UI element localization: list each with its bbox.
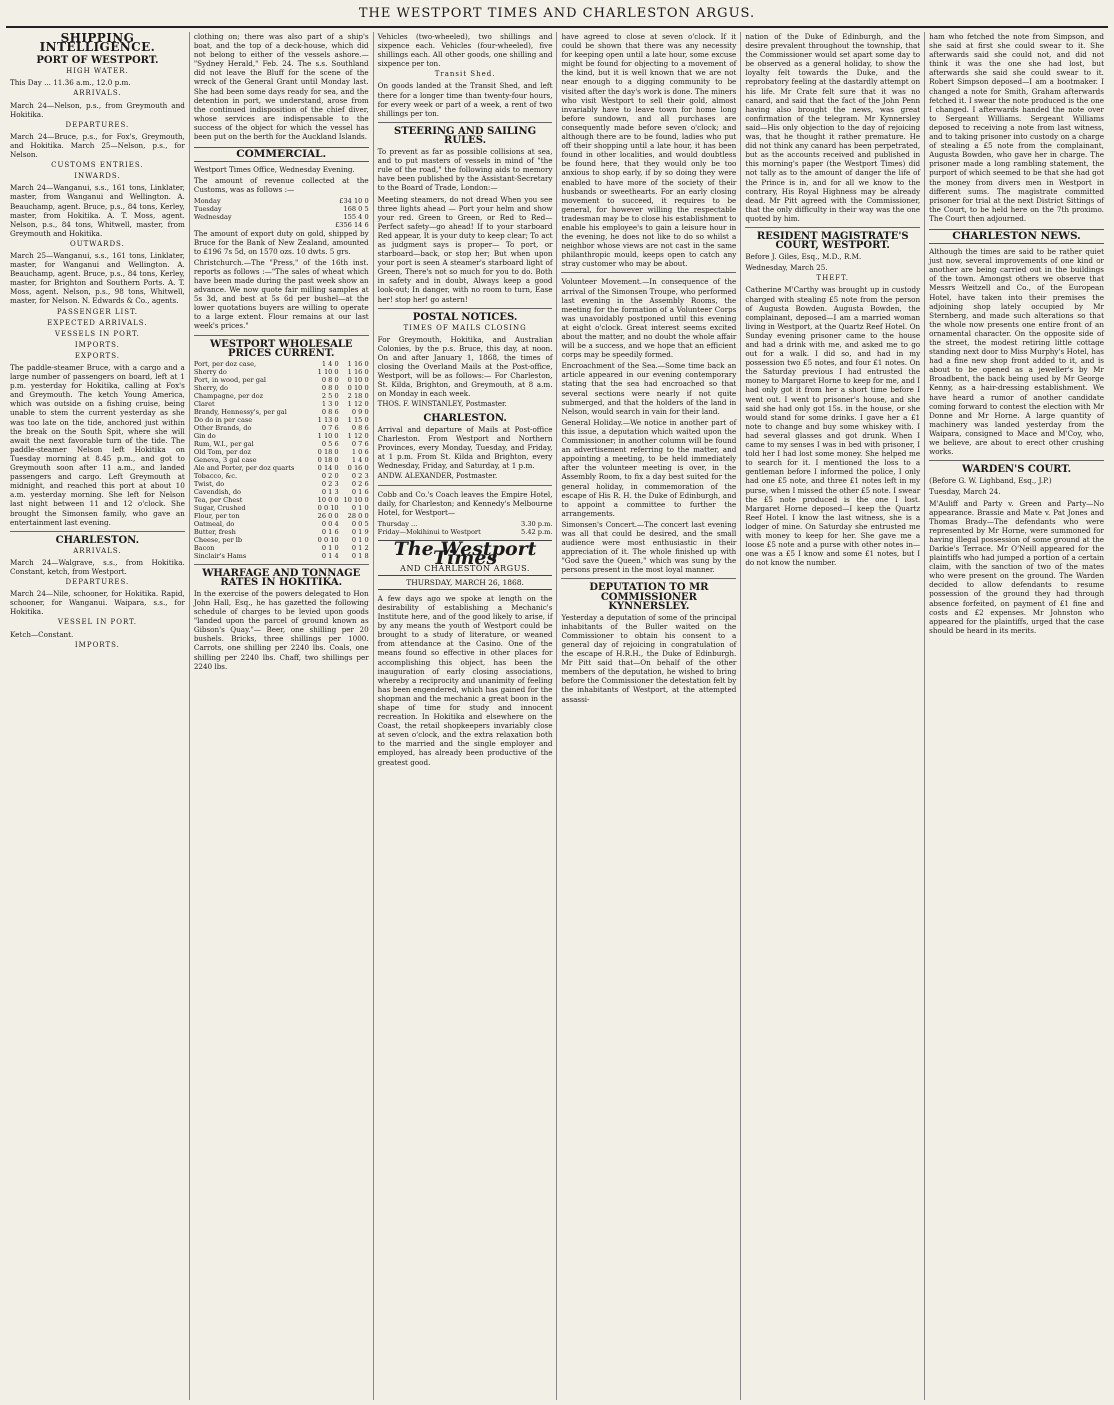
- mails-label: TIMES OF MAILS CLOSING: [403, 323, 527, 332]
- ch-departures-text: March 24—Nile, schooner, for Hokitika. Rapid, schooner, for Wanganui. Waipara, s.s., for Hokitika.: [10, 589, 185, 617]
- shipping-body: The paddle-steamer Bruce, with a cargo and a large number of passengers on board, left at 1 p.m. yesterday for Hokitika, calling at Fox's and Greymouth. The ketch Young America, which was outside on a fishing cruise, being unable to stem the current yesterday as she was too late on the tide, anchored just within the break on the South Spit, where she will await the next favorable turn of the tide. The paddle-steamer Nelson left Hokitika on Tuesday morning at 8.45 p.m., and got to Greymouth soon after 11 a.m., and landed passengers and cargo. Left Greymouth at midnight, and reached this port at about 10 a.m. yesterday morning. She left for Nelson last night between 11 and 12 o'clock. She brought the Simonsen family, who gave an entertainment last evening.: [10, 363, 185, 527]
- steering-body: To prevent as far as possible collisions at sea, and to put masters of vessels in mind of "the rule of the road," the following aids to memory have been published by the Assistant-Secretary to the Board of Trade, London:—: [377, 147, 553, 193]
- price-low: 0 8 0: [321, 375, 339, 384]
- price-high: 28 0 0: [347, 511, 369, 520]
- imports-label: IMPORTS.: [74, 340, 120, 349]
- table-row: [194, 221, 369, 229]
- customs-label: CUSTOMS ENTRIES.: [51, 161, 144, 170]
- price-item: Cheese, per lb: [193, 535, 243, 544]
- price-high: 0 1 9: [351, 527, 369, 536]
- price-high: 1 12 0: [347, 399, 369, 408]
- divider: [745, 227, 920, 228]
- ch-vessel-label: VESSEL IN PORT.: [57, 618, 138, 627]
- column-6: [925, 32, 1108, 1400]
- price-high: 0 16 0: [347, 463, 369, 472]
- price-item: Twist, do: [193, 479, 225, 488]
- col5-body: nation of the Duke of Edinburgh, and the desire prevalent throughout the township, that the Commissioner would set apart some day to be observed as a general holiday, to show the loyalty felt towards the Duke, and the reprobatory feeling at the dastardly attempt on his life. Mr Crate felt sure that it was no canard, and said that the fact of the John Penn having also brought the news, was great confirmation of the telegram. Mr Kynnersley said—His only objection to the day of rejoicing was, that he thought it rather premature. He did not think any canard has been perpetrated, but as the accounts received and published in this morning's paper (the Westport Times) did not tally as to the amount of danger the life of the Prince is in, and for all we know to the contrary, His Royal Highness may be already dead. Mr Pitt agreed with the Commissioner, that the only difficulty in their way was the one quoted by him.: [745, 32, 921, 223]
- coach-place: Thursday ...: [377, 519, 418, 528]
- col6-body: ham who fetched the note from Simpson, and she said at first she could swear to it. She afterwards said she could not, and did not think it was the one she had lost, but afterwards she said she could swear to it. Robert Simpson deposed—I am a bootmaker. I changed a note for Smith, Graham afterwards fetched it. I swear the note produced is the one I changed. I afterwards handed the note over to Sergeant Williams. Sergeant Williams deposed to receiving a note from last witness, and to taking prisoner into custody on a charge of stealing a £5 note from the complainant, Augusta Bowden, who gave her in charge. The prisoner made a long rambling statement, the purport of which seemed to be that she had got the money from divers men in Westport in different sums. The magistrate committed prisoner for trial at the next District Sittings of the Court, to be held here on the 7th proximo. The Court then adjourned.: [929, 32, 1104, 223]
- price-item: Rum, W.I., per gal: [193, 439, 254, 448]
- charleston-news-heading: CHARLESTON NEWS.: [929, 229, 1104, 244]
- wharfage-body: In the exercise of the powers delegated to Hon John Hall, Esq., he has gazetted the following schedule of charges to be levied upon goods "landed upon the parcel of ground known as Gibson's Quay."— Beer, one shilling per 20 bushels. Bricks, three shillings per 1000. Carrots, one shilling per 2240 lbs. Coals, one shilling per 2240 lbs. Chaff, two shillings per 2240 lbs.: [193, 588, 369, 671]
- inwards-text: March 24—Wanganui, s.s., 161 tons, Linklater, master, from Wanganui and Wellington. A. Beauchamp, agent. Bruce, p.s., 84 tons, Kerley, master, from Hokitika. A. T. Moss, agent. Nelson, p.s., 84 tons, Whitwell, master, from Greymouth and Hokitika.: [10, 183, 185, 238]
- masthead: THE WESTPORT TIMES AND CHARLESTON ARGUS.: [358, 6, 756, 21]
- col2-body: clothing on; there was also part of a ship's boat, and the top of a deck-house, which did not belong to either of the vessels ashore.— "Sydney Herald," Feb. 24. The s.s. Southland did not leave the Bluff for the scene of the wreck of the General Grant until Monday last. She had been some days ready for sea, and the detention in port, we understand, arose from the continued indisposition of the chief diver, whose services are indispensable to the success of the object for which the vessel has been put on the berth for the Auckland Islands.: [193, 32, 369, 142]
- highwater-text: This Day ... 11.36 a.m., 12.0 p.m.: [10, 78, 131, 88]
- price-low: 0 2 3: [321, 479, 339, 488]
- column-1: [6, 32, 190, 1400]
- col4-body: have agreed to close at seven o'clock. If it could be shown that there was any necessity for keeping open until a late hour, some excuse might be found for objecting to a movement of the kind, but it is well known that we are not near enough to a digging community to be visited after the day's work is done. The miners who visit Westport to sell their gold, almost invariably have to leave town for home long before sundown, and all purchases are consequently made before seven o'clock; and although there are to be found, ladies who put off their shopping until a late hour, it has been found in other localities, and would doubtless be found here, that they would only be too anxious to shop early, if by so doing they were enabled to have more of the society of their husbands or sweethearts. For an early closing movement to succeed, it requires to be general, for however willing the respectable tradesman may be to close his establishment to enable his employee's to gain a leisure hour in the evening, he does not like to do so whilst a neighbor whose views are not cast in the same philanthropic mould, keeps open to catch any stray customer who may be about.: [561, 32, 737, 269]
- table-row: [194, 384, 369, 392]
- steering-heading: STEERING AND SAILING RULES.: [393, 125, 537, 146]
- coach-place: Friday—Mokihinui to Westport: [377, 527, 481, 536]
- ch-departures-label: DEPARTURES.: [65, 578, 130, 587]
- price-item: Port, per doz case,: [193, 359, 257, 368]
- price-item: Bacon: [193, 543, 215, 552]
- paper-date: THURSDAY, MARCH 26, 1868.: [378, 575, 553, 590]
- price-item: Ale and Porter, per doz quarts: [193, 463, 295, 472]
- divider: [194, 564, 369, 565]
- leader-article: A few days ago we spoke at length on the desirability of establishing a Mechanic's Institute here, and of the good likely to arise, if by any means the youth of Westport could be brought to a study of literature, or weaned from attendance at the Casino. One of the means found so effective in other places for accomplishing this object, has been the inauguration of early closing associations, whereby a reciprocity and unanimity of feeling has been engendered, which has gained for the shopman and the mechanic a great boon in the shape of time for study and innocent recreation. In Hokitika and elsewhere on the Coast, the retail shopkeepers invariably close at seven o'clock, and the extra relaxation both to the married and the single employer and employed, has already been productive of the greatest good.: [377, 593, 553, 767]
- price-item: Geneva, 3 gal case: [193, 455, 257, 464]
- transit-body: On goods landed at the Transit Shed, and left there for a longer time than twenty-four hours, for every week or part of a week, a rent of two shillings per ton.: [377, 81, 553, 118]
- table-row: [194, 448, 369, 456]
- table-row: [194, 205, 369, 213]
- price-high: 0 1 0: [351, 535, 369, 544]
- highwater-label: HIGH WATER.: [66, 67, 129, 76]
- price-item: Flour, per ton: [193, 511, 240, 520]
- price-item: Other Brands, do: [193, 423, 252, 432]
- price-high: 0 2 6: [351, 479, 369, 488]
- price-low: 0 1 3: [321, 487, 339, 496]
- postmaster-signature: ANDW. ALEXANDER, Postmaster.: [377, 472, 498, 481]
- price-low: 1 3 0: [321, 399, 339, 408]
- price-high: 1 16 0: [347, 359, 369, 368]
- price-high: 0 8 6: [351, 423, 369, 432]
- price-low: 1 10 0: [317, 367, 339, 376]
- postmaster-signature: THOS. F. WINSTANLEY, Postmaster.: [377, 400, 507, 409]
- departures-text: March 24—Bruce, p.s., for Fox's, Greymouth, and Hokitika. March 25—Nelson, p.s., for Nelson.: [10, 131, 185, 160]
- exports-label: EXPORTS.: [74, 351, 120, 360]
- coach-time: 5.42 p.m.: [521, 527, 553, 536]
- coach-time: 3.30 p.m.: [521, 519, 553, 528]
- table-row: [378, 528, 553, 536]
- ch-arrivals-text: March 24—Walgrave, s.s., from Hokitika. Constant, ketch, from Westport.: [10, 557, 185, 576]
- columns: [6, 32, 1108, 1400]
- price-high: 1 15 0: [347, 415, 369, 424]
- rules-verse: Meeting steamers, do not dread When you see three lights ahead — Port your helm and show your red. Green to Green, or Red to Red— Perfect safety—go ahead! If to your starboard Red appear, It is your duty to keep clear; To act as judgment says is proper— To port, or starboard—back, or stop her; But when upon your port is seen A steamer's starboard light of Green, There's not so much for you to do. Both in safety and in doubt, Always keep a good look-out; In danger, with no room to turn, Ease her! stop her! go astern!: [377, 194, 553, 304]
- charleston-news-body: Although the times are said to be rather quiet just now, several improvements of one kind or another are being carried out in the buildings of the town. Amongst others we observe that Messrs Weitzell and Co., of the European Hotel, have taken into their premises the adjoining shop lately occupied by Mr Sternberg, and made such alterations so that the whole now presents one entire front of an ornamental character. On the opposite side of the street, the modest retiring little cottage standing next door to Miss Murphy's Hotel, has had a fine new shop front added to it, and is about to be opened as a jeweller's by Mr Broadbent, the back being used by Mr George Kenny, as a hair-dressing establishment. We have heard a rumor of another candidate coming forward to contest the election with Mr Donne and Mr Horne. A large quantity of machinery was landed yesterday from the Waipara, consigned to Mace and M'Coy, who, we believe, are about to erect other crushing works.: [929, 247, 1104, 457]
- table-row: [194, 197, 369, 205]
- price-low: 0 18 0: [317, 455, 339, 464]
- divider: [929, 460, 1104, 461]
- divider: [378, 122, 553, 123]
- price-low: 26 0 0: [317, 511, 339, 520]
- table-row: [194, 213, 369, 221]
- table-row: [194, 360, 369, 368]
- price-high: 0 9 0: [351, 407, 369, 416]
- revenue-intro: The amount of revenue collected at the Customs, was as follows :—: [193, 176, 369, 195]
- table-row: [194, 488, 369, 496]
- price-low: 0 0 10: [317, 535, 339, 544]
- price-item: Sherry, do: [193, 383, 229, 392]
- departures-label: DEPARTURES.: [65, 120, 130, 129]
- table-row: [194, 400, 369, 408]
- price-high: 0 1 8: [351, 551, 369, 560]
- price-low: 0 7 6: [321, 423, 339, 432]
- price-item: Sherry do: [193, 367, 227, 376]
- table-row: [194, 520, 369, 528]
- price-high: 1 4 0: [351, 455, 369, 464]
- ch-arrivals-label: ARRIVALS.: [73, 546, 122, 555]
- table-row: [194, 424, 369, 432]
- vessels-label: VESSELS IN PORT.: [54, 329, 140, 338]
- table-row: [194, 496, 369, 504]
- mails-body: For Greymouth, Hokitika, and Australian Colonies, by the p.s. Bruce, this day, at noon. On and after January 1, 1868, the times of closing the Overland Mails at the Post-office, Westport, will be as follows:— For Charleston, St. Kilda, Brighton, and Greymouth, at 8 a.m. on Monday in each week.: [377, 334, 553, 399]
- price-high: 0 1 0: [351, 503, 369, 512]
- concert-item: Simonsen's Concert.—The concert last evening was all that could be desired, and the small audience were most enthusiastic in their appreciation of it. The whole finished up with "God save the Queen," which was sung by the persons present in the most loyal manner.: [561, 519, 737, 575]
- encroachment-item: Encroachment of the Sea.—Some time back an article appeared in our evening contemporary stating that the sea had encroached so that several sections were nearly if not quite submerged, and that the holders of the land in Nelson, would search in vain for their land.: [561, 361, 737, 416]
- price-item: Gin do: [193, 431, 216, 440]
- inwards-label: INWARDS.: [74, 172, 121, 181]
- price-item: Oatmeal, do: [193, 519, 235, 528]
- table-row: [378, 520, 553, 528]
- wharfage-heading: WHARFAGE AND TONNAGE RATES IN HOKITIKA.: [202, 567, 361, 588]
- price-high: 0 10 0: [347, 375, 369, 384]
- office-line: Westport Times Office, Wednesday Evening.: [193, 165, 355, 175]
- christchurch-text: Christchurch.—The "Press," of the 16th inst. reports as follows :—"The sales of wheat which have been made during the past week show an advance. We now quote fair milling samples at 5s 3d, and best at 5s 6d per bushel—at the lower quotations buyers are willing to operate to a large extent. Flour remains at our last week's prices.": [193, 257, 369, 331]
- price-item: Tobacco, &c.: [193, 471, 238, 480]
- port-heading: PORT OF WESTPORT.: [36, 55, 159, 67]
- price-low: 0 8 0: [321, 383, 339, 392]
- col3-charleston-body: Arrival and departure of Mails at Post-office Charleston. From Westport and Northern Provinces, every Monday, Tuesday, and Friday, at 1 p.m. From St. Kilda and Brighton, every Wednesday, Friday, and Saturday, at 1 p.m.: [377, 424, 553, 471]
- price-high: 0 2 3: [351, 471, 369, 480]
- divider: [378, 485, 553, 486]
- divider: [561, 578, 736, 579]
- col3-body: Vehicles (two-wheeled), two shillings and sixpence each. Vehicles (four-wheeled), five shillings each. All other goods, one shilling and sixpence per ton.: [377, 32, 553, 69]
- wardens-body: M'Auliff and Party v. Green and Party—No appearance. Brassie and Mate v. Pat Jones and Thomas Brady—The defendants who were represented by Mr Horne, were summoned for having illegal possession of some ground at the Darkie's Terrace. Mr O'Neill appeared for the plaintiffs who had jumped a portion of a certain claim, with the sanction of two of the mates who were present on the ground. The Warden decided to allow defendants to resume possession of the ground they had through absence forfeited, on payment of £1 fine and costs and £2 expenses. Mr Johnston who appeared for the plaintiffs, urged that the case should be heard in its merits.: [929, 498, 1104, 635]
- divider: [194, 335, 369, 336]
- gold-text: The amount of export duty on gold, shipped by Bruce for the Bank of New Zealand, amounted to £196 7s 5d, on 1570 ozs. 10 dwts. 5 grs.: [193, 228, 369, 256]
- deputation-body: Yesterday a deputation of some of the principal inhabitants of the Buller waited on the Commissioner to obtain his consent to a general day of rejoicing in congratulation of the escape of H.R.H., the Duke of Edinburgh. Mr Pitt said that—On behalf of the other members of the deputation, he wished to bring before the Commissioner the detestation felt by the inhabitants of Westport, at the attempted assassi-: [561, 612, 737, 704]
- table-row: [194, 464, 369, 472]
- column-5: [741, 32, 925, 1400]
- price-low: 0 0 4: [321, 519, 339, 528]
- theft-label: THEFT.: [816, 274, 850, 283]
- table-row: [194, 528, 369, 536]
- revenue-amount: £34 10 0: [339, 196, 369, 205]
- paper-subtitle: AND CHARLESTON ARGUS.: [400, 563, 531, 573]
- table-row: [194, 544, 369, 552]
- arrivals-text: March 24—Nelson, p.s., from Greymouth and Hokitika.: [10, 100, 185, 119]
- price-low: 10 0 0: [317, 495, 339, 504]
- table-row: [194, 376, 369, 384]
- coach-notice: Cobb and Co.'s Coach leaves the Empire Hotel, daily, for Charleston; and Kennedy's Melbourne Hotel, for Westport—: [377, 490, 553, 518]
- table-row: [194, 552, 369, 560]
- deputation-heading: DEPUTATION TO MR COMMISSIONER KYNNERSLEY.: [589, 582, 709, 612]
- price-low: 1 10 0: [317, 431, 339, 440]
- price-item: Do do in per case: [193, 415, 253, 424]
- price-low: 0 1 6: [321, 527, 339, 536]
- price-item: Brandy, Hennessy's, per gal: [193, 407, 287, 416]
- price-item: Cavendish, do: [193, 487, 242, 496]
- price-high: 0 1 2: [351, 543, 369, 552]
- price-low: 0 8 6: [321, 407, 339, 416]
- table-row: [194, 368, 369, 376]
- column-3: [374, 32, 558, 1400]
- charleston-heading: CHARLESTON.: [55, 534, 140, 546]
- postal-heading: POSTAL NOTICES.: [412, 311, 518, 323]
- divider: [10, 531, 185, 532]
- resident-court-heading: RESIDENT MAGISTRATE'S COURT, WESTPORT.: [756, 230, 909, 252]
- price-item: Port, in wood, per gal: [193, 375, 267, 384]
- price-high: 0 10 0: [347, 383, 369, 392]
- table-row: [194, 504, 369, 512]
- expected-label: EXPECTED ARRIVALS.: [47, 318, 148, 327]
- price-high: 1 0 6: [351, 447, 369, 456]
- prices-heading: WESTPORT WHOLESALE PRICES CURRENT.: [210, 338, 353, 359]
- transit-heading: Transit Shed.: [434, 70, 496, 79]
- price-low: 1 4 0: [321, 359, 339, 368]
- price-high: 10 10 0: [343, 495, 369, 504]
- column-4: [557, 32, 741, 1400]
- price-low: 2 5 0: [321, 391, 339, 400]
- table-row: [194, 536, 369, 544]
- wardens-heading: WARDEN'S COURT.: [962, 464, 1072, 476]
- price-item: Tea, per Chest: [193, 495, 243, 504]
- price-low: 0 1 0: [321, 543, 339, 552]
- ch-vessel-text: Ketch—Constant.: [10, 629, 74, 639]
- court-date: Wednesday, March 25.: [745, 263, 828, 273]
- price-item: Old Tom, per doz: [193, 447, 251, 456]
- price-item: Butter, fresh: [193, 527, 236, 536]
- revenue-amount: 168 0 5: [343, 204, 369, 213]
- outwards-text: March 25—Wanganui, s.s., 161 tons, Linklater, master, for Wanganui and Wellington. A. Beauchamp, agent. Bruce, p.s., 84 tons, Kerley, master, for Brighton and Southern Ports. A. T. Moss, agent. Nelson, p.s., 98 tons, Whitwell, master, for Nelson. N. Edwards & Co., agents.: [10, 250, 185, 306]
- revenue-day: Monday: [193, 196, 221, 205]
- volunteer-item: Volunteer Movement.—In consequence of the arrival of the Simonsen Troupe, who performed last evening in the Assembly Rooms, the meeting for the formation of a Volunteer Corps was unavoidably postponed until this evening at eight o'clock. Great interest seems excited about the matter, and no doubt the whole affair will be a success, and we hope that an efficient corps may be speedily formed.: [561, 277, 737, 360]
- price-item: Sinclair's Hams: [193, 551, 247, 560]
- price-high: 0 0 5: [351, 519, 369, 528]
- coach-times: [378, 520, 553, 536]
- price-low: 0 0 10: [317, 503, 339, 512]
- col3-charleston-heading: CHARLESTON.: [423, 412, 507, 424]
- wardens-before: (Before G. W. Lighband, Esq., J.P.): [929, 476, 1052, 486]
- table-row: [194, 512, 369, 520]
- table-row: [194, 392, 369, 400]
- court-body: Catherine M'Carthy was brought up in custody charged with stealing £5 note from the person of Augusta Bowden. Augusta Bowden, the complainant, deposed—I am a married woman living in Westport, at the Quartz Reef Hotel. On Sunday evening prisoner came to the house and had a drink with me, and asked me to go out for a walk. I did so, and had in my possession two £5 notes, and four £1 notes. On the Saturday previous I had entrusted the money to Margaret Horne to keep for me, and I had only got it from her a short time before I went out. I went to prisoner's house, and she said she had only got 15s. in the house, or she would stand for some drinks. I gave her a £1 note to change and buy some whiskey with. I had several glasses and got drunk. When I came to my senses I was in bed with prisoner, I told her I had lost some money. She helped me to search for it. I mentioned the loss to a gentleman before I informed the police, I only had one £5 note, and three £1 notes left in my purse, when I missed the other £5 note. I swear the £5 note produced is the one I lost. Margaret Horne deposed—I keep the Quartz Reef Hotel. I know the last witness, she is a lodger of mine. On Saturday she entrusted me with money to keep for her. She gave me a loose £5 note and a purse with other notes in—one was a £5 I know and some £1 notes, but I do not know the number.: [745, 285, 921, 568]
- price-high: 1 12 0: [347, 431, 369, 440]
- table-row: [194, 472, 369, 480]
- table-row: [194, 416, 369, 424]
- arrivals-label: ARRIVALS.: [73, 89, 122, 98]
- price-low: 1 13 0: [317, 415, 339, 424]
- outwards-label: OUTWARDS.: [69, 239, 125, 248]
- revenue-table: [194, 197, 369, 229]
- wardens-date: Tuesday, March 24.: [929, 487, 1001, 497]
- revenue-amount: 155 4 0: [343, 212, 369, 221]
- masthead-rule: [6, 26, 1108, 28]
- passenger-label: PASSENGER LIST.: [56, 307, 138, 316]
- commercial-heading: COMMERCIAL.: [194, 147, 369, 162]
- price-low: 0 18 0: [317, 447, 339, 456]
- divider: [561, 272, 736, 273]
- paper-title: The Westport Times: [378, 540, 553, 563]
- price-low: 0 2 0: [321, 471, 339, 480]
- table-row: [194, 408, 369, 416]
- court-before: Before J. Giles, Esq., M.D., R.M.: [745, 252, 862, 262]
- price-high: 0 7 6: [351, 439, 369, 448]
- table-row: [194, 480, 369, 488]
- price-low: 0 1 4: [321, 551, 339, 560]
- shipping-heading: SHIPPING INTELLIGENCE.: [39, 32, 156, 55]
- revenue-day: Tuesday: [193, 204, 222, 213]
- price-item: Champagne, per doz: [193, 391, 264, 400]
- revenue-day: Wednesday: [193, 212, 232, 221]
- table-row: [194, 456, 369, 464]
- price-low: 0 14 0: [317, 463, 339, 472]
- divider: [378, 308, 553, 309]
- price-item: Claret: [193, 399, 215, 408]
- column-2: [190, 32, 374, 1400]
- holiday-item: General Holiday.—We notice in another part of this issue, a deputation which waited upon the Commissioner; in another column will be found an advertisement referring to the matter, and appointing a meeting, to be held immediately after the volunteer meeting is over, in the Assembly Room, to fix a day best suited for the general holiday, in commemoration of the escape of His R. H. the Duke of Edinburgh, and to appoint a committee to further the arrangements.: [561, 417, 737, 518]
- price-high: 2 18 0: [347, 391, 369, 400]
- revenue-total: £356 14 6: [335, 220, 369, 229]
- price-high: 1 16 0: [347, 367, 369, 376]
- table-row: [194, 440, 369, 448]
- price-high: 0 1 6: [351, 487, 369, 496]
- price-item: Sugar, Crushed: [193, 503, 246, 512]
- table-row: [194, 432, 369, 440]
- ch-imports-label: IMPORTS.: [74, 640, 120, 649]
- price-low: 0 5 6: [321, 439, 339, 448]
- prices-table: [194, 360, 369, 560]
